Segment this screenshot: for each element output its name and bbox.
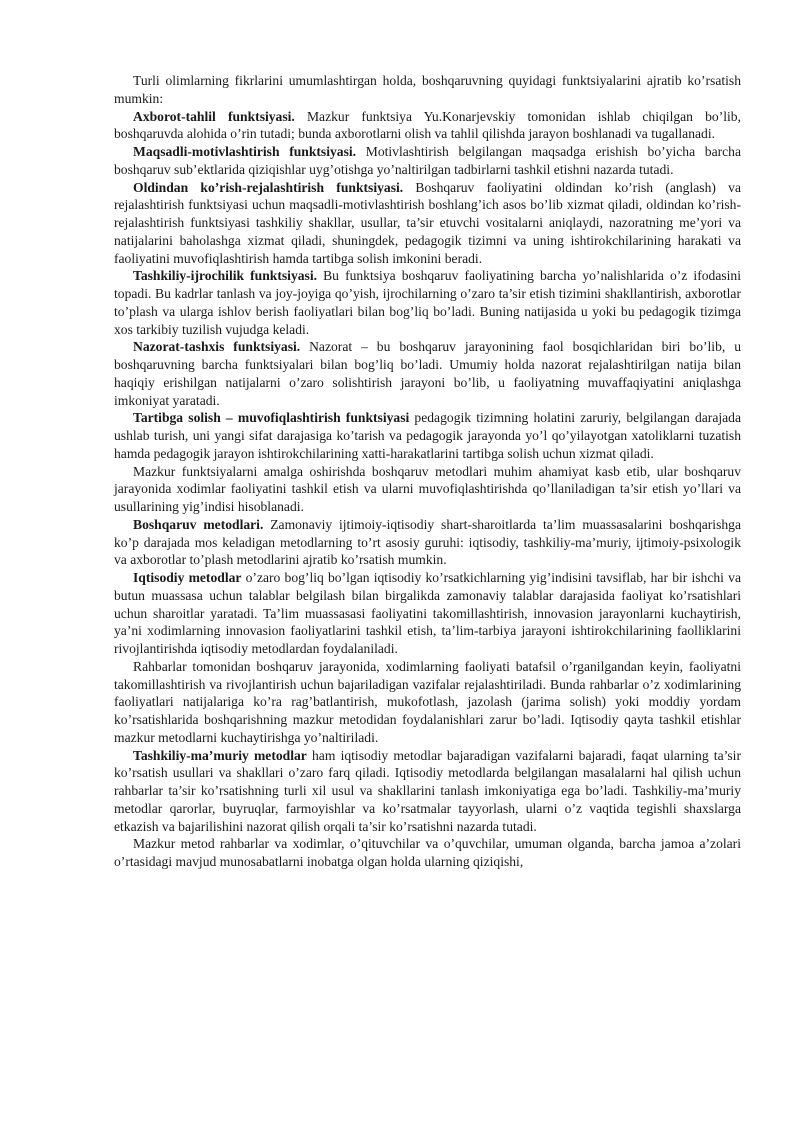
paragraph-lead: Tashkiliy-ijrochilik funktsiyasi. — [133, 268, 318, 284]
document-page — [114, 72, 741, 871]
paragraph-lead: Boshqaruv metodlari. — [133, 516, 264, 532]
paragraph-tashkiliy-mamuriy: Tashkiliy-ma’muriy metodlar ham iqtisodiy metodlar bajaradigan vazifalarni bajaradi, faqat ularning ta’sir ko’rsatish usullari va shakllari o’zaro farq qiladi. Iqtisodiy metodlarda belgilangan masalalarni hal qilish uchun rahbarlar ta’sir ko’rsatishning turli xil usul va shakllarini tanlash imkoniyatiga ega bo’ladi. Tashkiliy-ma’muriy metodlar qarorlar, buyruqlar, farmoyishlar va ko’rsatmalar tayyorlash, ularni o’z vaqtida tegishli shaxslarga etkazish va bajarilishini nazorat qilish orqali ta’sir ko’rsatishni nazarda tutadi. — [114, 747, 741, 834]
paragraph-maqsadli-motivlashtirish: Maqsadli-motivlashtirish funktsiyasi. Motivlashtirish belgilangan maqsadga erishish bo’yicha barcha boshqaruv sub’ektlarida qiziqishlar uyg’otishga yo’naltirilgan tadbirlarni tashkil etishni nazarda tutadi. — [114, 144, 741, 177]
paragraph-iqtisodiy-metodlar: Iqtisodiy metodlar o’zaro bog’liq bo’lgan iqtisodiy ko’rsatkichlarning yig’indisini tavsiflab, har bir ishchi va butun muassasa uchun talablar belgilash bilan birgalikda zamonaviy talablar darajasida faoliyat ko’rsatishlari uchun sharoitlar yaratadi. Ta’lim muassasasi faoliyatini takomillashtirish, innovasion jarayonlarni kuchaytirish, ya’ni xodimlarning innovasion faoliyatlarini tashkil etish, ta’lim-tarbiya jarayoni ishtirokchilarining faolliklarini rivojlantirishda iqtisodiy metodlardan foydalaniladi. — [114, 570, 741, 656]
paragraph-lead: Nazorat-tashxis funktsiyasi. — [133, 339, 301, 355]
paragraph-axborot-tahlil: Axborot-tahlil funktsiyasi. Mazkur funktsiya Yu.Konarjevskiy tomonidan ishlab chiqilgan bo’lib, boshqaruvda alohida o’rin tutadi; bunda axborotlarni olish va tahlil qilishda jarayon boshlanadi va tugallanadi. — [114, 108, 741, 142]
paragraph-lead: Tartibga solish – muvofiqlashtirish funktsiyasi — [133, 410, 410, 426]
paragraph-rahbarlar: Rahbarlar tomonidan boshqaruv jarayonida, xodimlarning faoliyati batafsil o’rganilgandan keyin, faoliyatni takomillashtirish va rivojlantirish uchun bajariladigan vazifalar rejalashtiriladi. Bunda rahbarlar o’z xodimlarining faoliyatlari natijalariga ko’ra rag’batlantirish, mukofotlash, jazolash (jarima solish) yoki moddiy yordam ko’rsatishlarida boshqarishning mazkur metodidan foydalanishlari zarur bo’ladi. Iqtisodiy qayta tashkil etishlar mazkur metodlarni kuchaytirishga yo’naltiriladi. — [114, 658, 741, 745]
paragraph-metodlar-ahamiyati: Mazkur funktsiyalarni amalga oshirishda boshqaruv metodlari muhim ahamiyat kasb etib, ular boshqaruv jarayonida xodimlar faoliyatini tashkil etish va ularni muvofiqlashtirishda qo’llaniladigan ta’sir etish yo’llari va usullarining yig’indisi hisoblanadi. — [114, 463, 741, 514]
paragraph-lead: Oldindan ko’rish-rejalashtirish funktsiyasi. — [133, 179, 404, 195]
paragraph-lead: Axborot-tahlil funktsiyasi. — [133, 108, 295, 124]
paragraph-tashkiliy-ijrochilik: Tashkiliy-ijrochilik funktsiyasi. Bu funktsiya boshqaruv faoliyatining barcha yo’nalishlarida o’z ifodasini topadi. Bu kadrlar tanlash va joy-joyiga qo’yish, ijrochilarning o’zaro ta’sir etish tizimini shakllantirish, axborotlar to’plash va ularga ishlov berish faoliyatlari bilan bog’liq bo’ladi. Buning natijasida u yoki bu pedagogik tizimga xos tarkibiy tuzilish vujudga keladi. — [114, 268, 741, 337]
paragraph-lead: Maqsadli-motivlashtirish funktsiyasi. — [133, 144, 357, 159]
paragraph-intro: Turli olimlarning fikrlarini umumlashtirgan holda, boshqaruvning quyidagi funktsiyalarini ajratib ko’rsatish mumkin: — [114, 73, 741, 106]
paragraph-boshqaruv-metodlari: Boshqaruv metodlari. Zamonaviy ijtimoiy-iqtisodiy shart-sharoitlarda ta’lim muassasalarini boshqarishga ko’p darajada mos keladigan metodlarning to’rt asosiy guruhi: iqtisodiy, tashkiliy-ma’muriy, ijtimoiy-psixologik va axborotlar to’plash metodlarini ajratib ko’rsatish mumkin. — [114, 516, 741, 568]
paragraph-oldindan-korish: Oldindan ko’rish-rejalashtirish funktsiyasi. Boshqaruv faoliyatini oldindan ko’rish (anglash) va rejalashtirish funktsiyasi uchun maqsadli-motivlashtirish boshlang’ich asos bo’lib xizmat qiladi, oldindan ko’rish-rejalashtirish funktsiyasi tashkiliy shakllar, usullar, ta’sir etuvchi vositalarni aniqlaydi, nazoratning me’yori va natijalarini baholashga xizmat qiladi, shuningdek, pedagogik tizimni va uning ishtirokchilarining harakati va faoliyatini muvofiqlashtirish hamda tartibga solish imkonini beradi. — [114, 179, 741, 266]
paragraph-mazkur-metod: Mazkur metod rahbarlar va xodimlar, o’qituvchilar va o’quvchilar, umuman olganda, barcha jamoa a’zolari o’rtasidagi mavjud munosabatlarni inobatga olgan holda ularning qiziqishi, — [114, 836, 741, 869]
paragraph-lead: Iqtisodiy metodlar — [133, 570, 242, 585]
paragraph-lead: Tashkiliy-ma’muriy metodlar — [133, 747, 307, 763]
paragraph-nazorat-tashxis: Nazorat-tashxis funktsiyasi. Nazorat – bu boshqaruv jarayonining faol bosqichlaridan biri bo’lib, u boshqaruvning barcha funktsiyalari bilan bog’liq bo’ladi. Umumiy holda nazorat rejalashtirilgan natija bilan haqiqiy erishilgan natijalarni o’zaro solishtirish jarayoni bo’lib, u faoliyatning muvaffaqiyatini aniqlashga imkoniyat yaratadi. — [114, 339, 742, 408]
paragraph-tartibga-solish: Tartibga solish – muvofiqlashtirish funktsiyasi pedagogik tizimning holatini zaruriy, belgilangan darajada ushlab turish, uni yangi sifat darajasiga ko’tarish va pedagogik jarayonda yo’l qo’yilayotgan xatoliklarni tuzatish hamda pedagogik jarayon ishtirokchilarining xatti-harakatlarini tartibga solish uchun xizmat qiladi. — [114, 410, 741, 461]
